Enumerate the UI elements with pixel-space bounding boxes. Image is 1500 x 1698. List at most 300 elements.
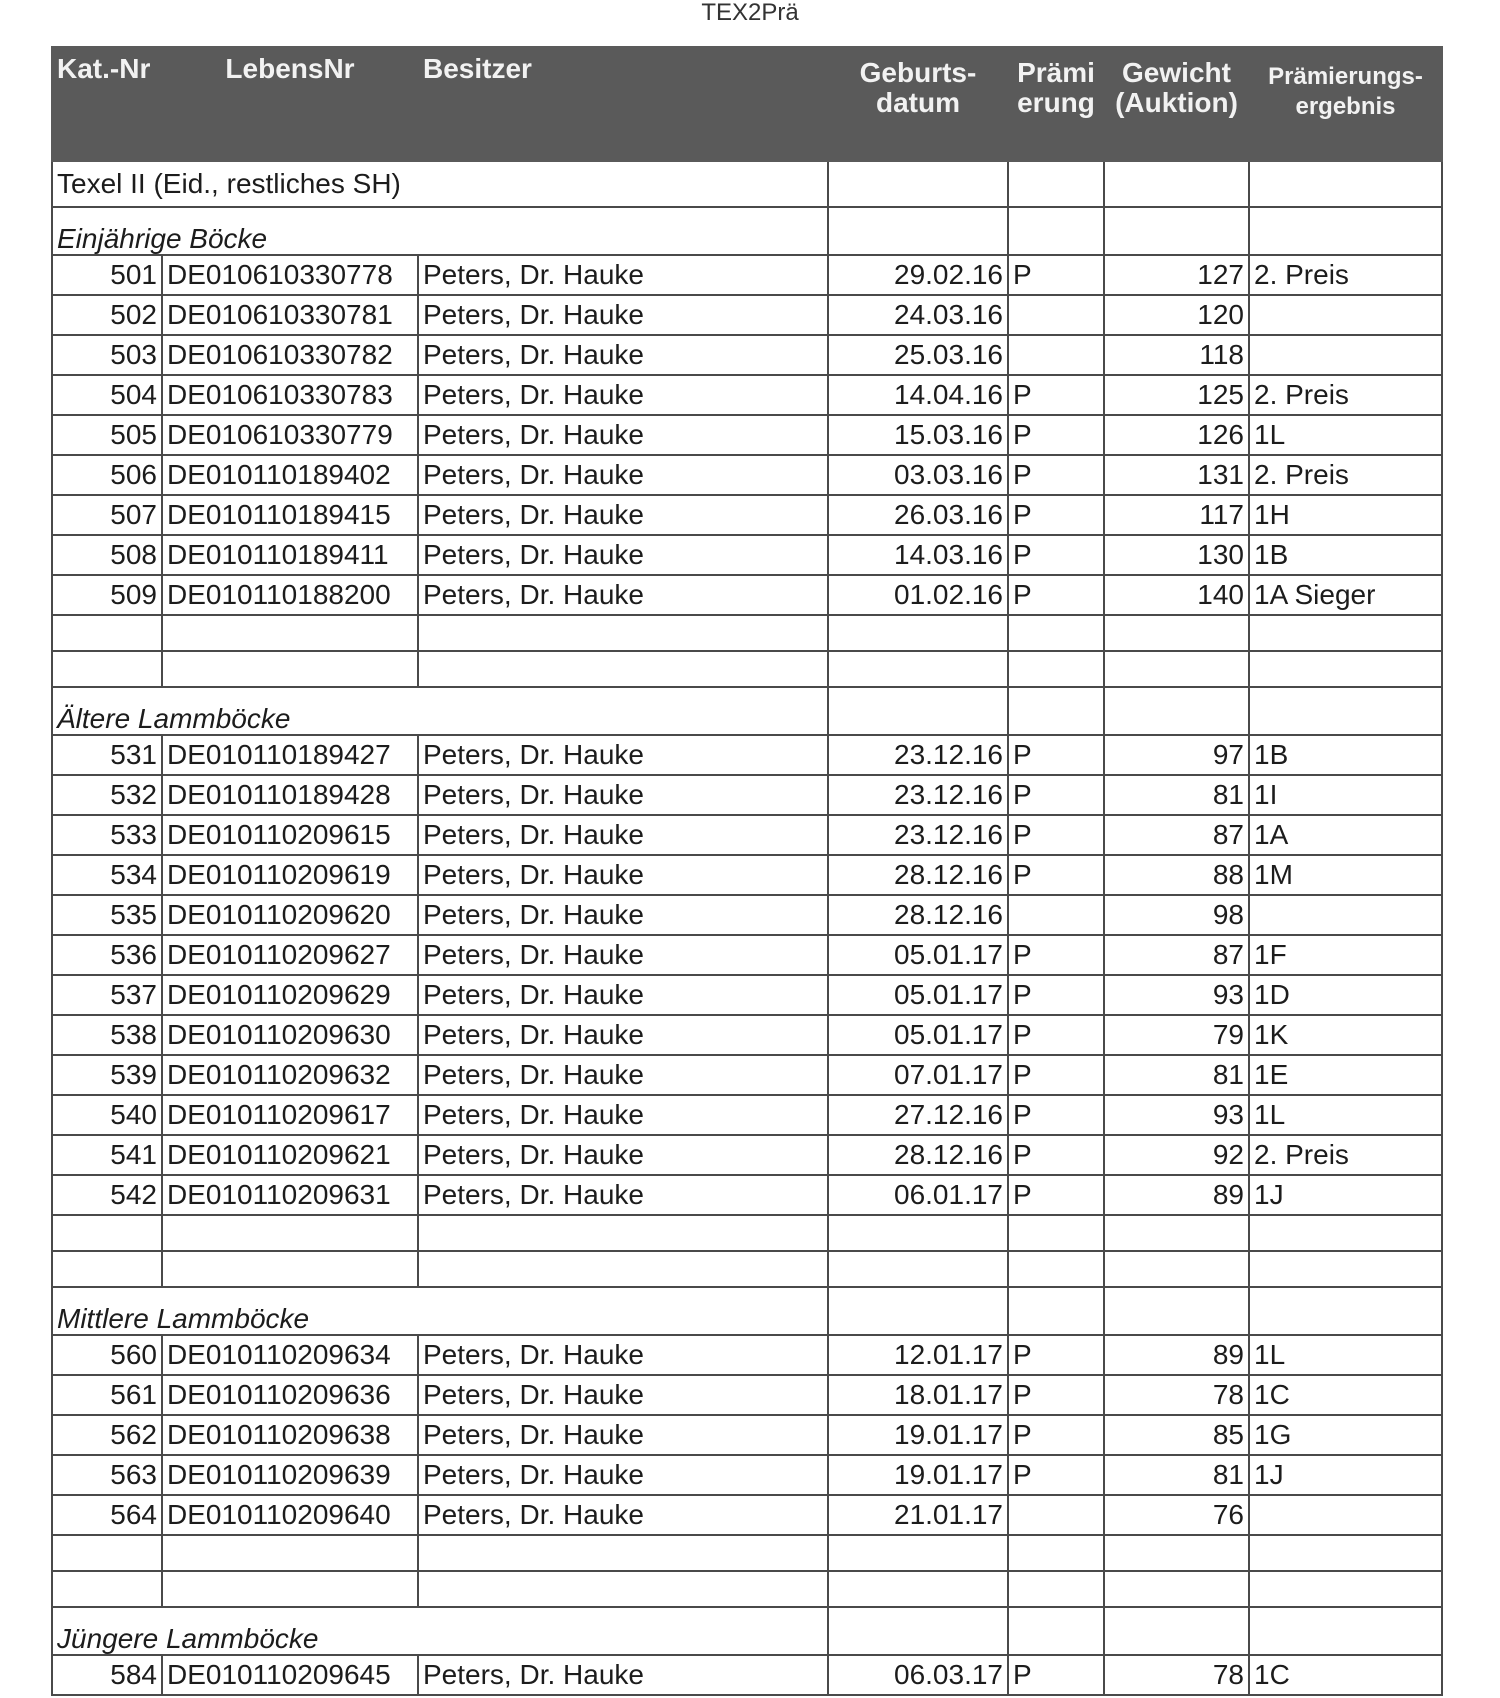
besitzer-cell: Peters, Dr. Hauke xyxy=(418,455,828,495)
besitzer-cell: Peters, Dr. Hauke xyxy=(418,975,828,1015)
praemierung-cell: P xyxy=(1008,1375,1104,1415)
geburtsdatum-cell: 23.12.16 xyxy=(828,775,1008,815)
ergebnis-cell: 1E xyxy=(1249,1055,1442,1095)
kat-nr-cell: 532 xyxy=(52,775,162,815)
empty-cell xyxy=(1104,1215,1249,1251)
kat-nr-cell: 507 xyxy=(52,495,162,535)
geburtsdatum-cell: 28.12.16 xyxy=(828,1135,1008,1175)
geburtsdatum-cell: 01.02.16 xyxy=(828,575,1008,615)
table-header xyxy=(52,47,1442,161)
geburtsdatum-cell: 28.12.16 xyxy=(828,855,1008,895)
table-row xyxy=(52,975,1442,1015)
ergebnis-cell xyxy=(1249,895,1442,935)
blank-row xyxy=(52,1251,1442,1287)
besitzer-cell: Peters, Dr. Hauke xyxy=(418,1175,828,1215)
lebensnr-cell: DE010110209645 xyxy=(162,1655,418,1695)
blank-row xyxy=(52,1215,1442,1251)
empty-cell xyxy=(52,615,162,651)
empty-cell xyxy=(52,1215,162,1251)
ergebnis-cell xyxy=(1249,295,1442,335)
table-row xyxy=(52,815,1442,855)
blank-row xyxy=(52,1535,1442,1571)
gewicht-cell: 89 xyxy=(1104,1335,1249,1375)
geburtsdatum-cell: 05.01.17 xyxy=(828,975,1008,1015)
gewicht-cell: 93 xyxy=(1104,1095,1249,1135)
praemierung-cell xyxy=(1008,895,1104,935)
ergebnis-cell: 1G xyxy=(1249,1415,1442,1455)
ergebnis-cell: 1C xyxy=(1249,1655,1442,1695)
praemierung-cell: P xyxy=(1008,855,1104,895)
empty-cell xyxy=(1249,1287,1442,1335)
besitzer-cell: Peters, Dr. Hauke xyxy=(418,335,828,375)
kat-nr-cell: 504 xyxy=(52,375,162,415)
empty-cell xyxy=(1008,615,1104,651)
gewicht-cell: 127 xyxy=(1104,255,1249,295)
empty-cell xyxy=(1249,1571,1442,1607)
table-row xyxy=(52,575,1442,615)
geburtsdatum-cell: 05.01.17 xyxy=(828,935,1008,975)
empty-cell xyxy=(828,1607,1008,1655)
lebensnr-cell: DE010110209636 xyxy=(162,1375,418,1415)
gewicht-cell: 88 xyxy=(1104,855,1249,895)
empty-cell xyxy=(828,615,1008,651)
geburtsdatum-cell: 14.04.16 xyxy=(828,375,1008,415)
geburtsdatum-cell: 19.01.17 xyxy=(828,1455,1008,1495)
results-table xyxy=(51,46,1443,1696)
ergebnis-cell: 2. Preis xyxy=(1249,1135,1442,1175)
ergebnis-cell: 1A Sieger xyxy=(1249,575,1442,615)
lebensnr-cell: DE010110209630 xyxy=(162,1015,418,1055)
empty-cell xyxy=(1104,651,1249,687)
table-row xyxy=(52,1175,1442,1215)
section-row xyxy=(52,161,1442,207)
table-row xyxy=(52,775,1442,815)
lebensnr-cell: DE010110209619 xyxy=(162,855,418,895)
empty-cell xyxy=(52,651,162,687)
geburtsdatum-cell: 03.03.16 xyxy=(828,455,1008,495)
besitzer-cell: Peters, Dr. Hauke xyxy=(418,535,828,575)
group-header-row xyxy=(52,1287,1442,1335)
praemierung-cell: P xyxy=(1008,1175,1104,1215)
section-title: Texel II (Eid., restliches SH) xyxy=(52,161,828,207)
geburtsdatum-cell: 27.12.16 xyxy=(828,1095,1008,1135)
besitzer-cell: Peters, Dr. Hauke xyxy=(418,1135,828,1175)
empty-cell xyxy=(1008,1571,1104,1607)
besitzer-cell: Peters, Dr. Hauke xyxy=(418,255,828,295)
geburtsdatum-cell: 07.01.17 xyxy=(828,1055,1008,1095)
group-header-row xyxy=(52,1607,1442,1655)
besitzer-cell: Peters, Dr. Hauke xyxy=(418,1055,828,1095)
kat-nr-cell: 503 xyxy=(52,335,162,375)
empty-cell xyxy=(1249,1535,1442,1571)
gewicht-cell: 78 xyxy=(1104,1655,1249,1695)
empty-cell xyxy=(418,615,828,651)
empty-cell xyxy=(418,1215,828,1251)
besitzer-cell: Peters, Dr. Hauke xyxy=(418,375,828,415)
gewicht-cell: 98 xyxy=(1104,895,1249,935)
gewicht-cell: 117 xyxy=(1104,495,1249,535)
table-row xyxy=(52,1095,1442,1135)
gewicht-cell: 89 xyxy=(1104,1175,1249,1215)
ergebnis-cell: 1B xyxy=(1249,735,1442,775)
table-row xyxy=(52,1335,1442,1375)
praemierung-cell: P xyxy=(1008,815,1104,855)
table-row xyxy=(52,495,1442,535)
praemierung-cell: P xyxy=(1008,1015,1104,1055)
lebensnr-cell: DE010110209639 xyxy=(162,1455,418,1495)
ergebnis-cell: 2. Preis xyxy=(1249,255,1442,295)
lebensnr-cell: DE010110189428 xyxy=(162,775,418,815)
lebensnr-cell: DE010110209632 xyxy=(162,1055,418,1095)
lebensnr-cell: DE010610330783 xyxy=(162,375,418,415)
kat-nr-cell: 539 xyxy=(52,1055,162,1095)
ergebnis-cell: 1K xyxy=(1249,1015,1442,1055)
gewicht-cell: 81 xyxy=(1104,775,1249,815)
ergebnis-cell: 1J xyxy=(1249,1175,1442,1215)
empty-cell xyxy=(1249,207,1442,255)
table-row xyxy=(52,895,1442,935)
gewicht-cell: 81 xyxy=(1104,1055,1249,1095)
table-row xyxy=(52,375,1442,415)
lebensnr-cell: DE010110189415 xyxy=(162,495,418,535)
column-header-ergebnis: Prämierungs- ergebnis xyxy=(1249,47,1442,161)
lebensnr-cell: DE010610330779 xyxy=(162,415,418,455)
column-header-kat-nr: Kat.-Nr xyxy=(52,47,162,161)
table-row xyxy=(52,735,1442,775)
ergebnis-cell: 1J xyxy=(1249,1455,1442,1495)
group-header-row xyxy=(52,687,1442,735)
praemierung-cell xyxy=(1008,295,1104,335)
kat-nr-cell: 531 xyxy=(52,735,162,775)
empty-cell xyxy=(162,1535,418,1571)
besitzer-cell: Peters, Dr. Hauke xyxy=(418,855,828,895)
ergebnis-cell: 1A xyxy=(1249,815,1442,855)
kat-nr-cell: 537 xyxy=(52,975,162,1015)
empty-cell xyxy=(1104,687,1249,735)
lebensnr-cell: DE010110209640 xyxy=(162,1495,418,1535)
geburtsdatum-cell: 06.01.17 xyxy=(828,1175,1008,1215)
empty-cell xyxy=(1104,1535,1249,1571)
empty-cell xyxy=(1104,1607,1249,1655)
praemierung-cell: P xyxy=(1008,975,1104,1015)
kat-nr-cell: 562 xyxy=(52,1415,162,1455)
empty-cell xyxy=(52,1251,162,1287)
lebensnr-cell: DE010110209617 xyxy=(162,1095,418,1135)
column-header-lebensnr: LebensNr xyxy=(162,47,418,161)
group-title: Mittlere Lammböcke xyxy=(52,1287,828,1335)
ergebnis-cell xyxy=(1249,335,1442,375)
empty-cell xyxy=(52,1571,162,1607)
ergebnis-cell: 1C xyxy=(1249,1375,1442,1415)
praemierung-cell: P xyxy=(1008,1135,1104,1175)
ergebnis-cell xyxy=(1249,1495,1442,1535)
empty-cell xyxy=(1249,1607,1442,1655)
empty-cell xyxy=(1008,1535,1104,1571)
lebensnr-cell: DE010110209629 xyxy=(162,975,418,1015)
empty-cell xyxy=(418,1571,828,1607)
empty-cell xyxy=(418,651,828,687)
praemierung-cell: P xyxy=(1008,535,1104,575)
ergebnis-cell: 1M xyxy=(1249,855,1442,895)
geburtsdatum-cell: 24.03.16 xyxy=(828,295,1008,335)
table-row xyxy=(52,1455,1442,1495)
gewicht-cell: 85 xyxy=(1104,1415,1249,1455)
kat-nr-cell: 541 xyxy=(52,1135,162,1175)
ergebnis-cell: 1I xyxy=(1249,775,1442,815)
praemierung-cell: P xyxy=(1008,1415,1104,1455)
kat-nr-cell: 561 xyxy=(52,1375,162,1415)
gewicht-cell: 130 xyxy=(1104,535,1249,575)
besitzer-cell: Peters, Dr. Hauke xyxy=(418,1015,828,1055)
ergebnis-cell: 1L xyxy=(1249,1335,1442,1375)
besitzer-cell: Peters, Dr. Hauke xyxy=(418,1655,828,1695)
praemierung-cell: P xyxy=(1008,415,1104,455)
column-header-praemierung: Prämi erung xyxy=(1008,47,1104,161)
blank-row xyxy=(52,651,1442,687)
praemierung-cell: P xyxy=(1008,935,1104,975)
lebensnr-cell: DE010110209631 xyxy=(162,1175,418,1215)
empty-cell xyxy=(1008,687,1104,735)
geburtsdatum-cell: 28.12.16 xyxy=(828,895,1008,935)
gewicht-cell: 97 xyxy=(1104,735,1249,775)
geburtsdatum-cell: 25.03.16 xyxy=(828,335,1008,375)
gewicht-cell: 87 xyxy=(1104,935,1249,975)
praemierung-cell: P xyxy=(1008,495,1104,535)
gewicht-cell: 120 xyxy=(1104,295,1249,335)
group-title: Ältere Lammböcke xyxy=(52,687,828,735)
empty-cell xyxy=(1249,1215,1442,1251)
praemierung-cell: P xyxy=(1008,375,1104,415)
empty-cell xyxy=(162,615,418,651)
geburtsdatum-cell: 23.12.16 xyxy=(828,815,1008,855)
group-title: Einjährige Böcke xyxy=(52,207,828,255)
table-body xyxy=(52,161,1442,1695)
besitzer-cell: Peters, Dr. Hauke xyxy=(418,935,828,975)
geburtsdatum-cell: 06.03.17 xyxy=(828,1655,1008,1695)
group-header-row xyxy=(52,207,1442,255)
ergebnis-cell: 2. Preis xyxy=(1249,375,1442,415)
empty-cell xyxy=(162,651,418,687)
empty-cell xyxy=(1104,1251,1249,1287)
table-row xyxy=(52,1055,1442,1095)
lebensnr-cell: DE010110209620 xyxy=(162,895,418,935)
praemierung-cell: P xyxy=(1008,775,1104,815)
blank-row xyxy=(52,615,1442,651)
table-row xyxy=(52,935,1442,975)
geburtsdatum-cell: 23.12.16 xyxy=(828,735,1008,775)
kat-nr-cell: 542 xyxy=(52,1175,162,1215)
table-row xyxy=(52,335,1442,375)
empty-cell xyxy=(418,1535,828,1571)
empty-cell xyxy=(1008,1251,1104,1287)
ergebnis-cell: 1D xyxy=(1249,975,1442,1015)
lebensnr-cell: DE010110189411 xyxy=(162,535,418,575)
besitzer-cell: Peters, Dr. Hauke xyxy=(418,1095,828,1135)
gewicht-cell: 79 xyxy=(1104,1015,1249,1055)
group-title: Jüngere Lammböcke xyxy=(52,1607,828,1655)
kat-nr-cell: 538 xyxy=(52,1015,162,1055)
table-row xyxy=(52,855,1442,895)
gewicht-cell: 126 xyxy=(1104,415,1249,455)
praemierung-cell xyxy=(1008,1495,1104,1535)
empty-cell xyxy=(418,1251,828,1287)
gewicht-cell: 140 xyxy=(1104,575,1249,615)
empty-cell xyxy=(828,651,1008,687)
blank-row xyxy=(52,1571,1442,1607)
besitzer-cell: Peters, Dr. Hauke xyxy=(418,775,828,815)
table-row xyxy=(52,295,1442,335)
lebensnr-cell: DE010110209627 xyxy=(162,935,418,975)
empty-cell xyxy=(162,1571,418,1607)
gewicht-cell: 118 xyxy=(1104,335,1249,375)
kat-nr-cell: 536 xyxy=(52,935,162,975)
empty-cell xyxy=(1104,1287,1249,1335)
besitzer-cell: Peters, Dr. Hauke xyxy=(418,295,828,335)
empty-cell xyxy=(1249,615,1442,651)
column-header-geburtsdatum: Geburts- datum xyxy=(828,47,1008,161)
empty-cell xyxy=(1008,1287,1104,1335)
empty-cell xyxy=(162,1251,418,1287)
empty-cell xyxy=(828,1571,1008,1607)
kat-nr-cell: 534 xyxy=(52,855,162,895)
besitzer-cell: Peters, Dr. Hauke xyxy=(418,575,828,615)
besitzer-cell: Peters, Dr. Hauke xyxy=(418,495,828,535)
gewicht-cell: 78 xyxy=(1104,1375,1249,1415)
column-header-gewicht: Gewicht (Auktion) xyxy=(1104,47,1249,161)
empty-cell xyxy=(828,207,1008,255)
geburtsdatum-cell: 12.01.17 xyxy=(828,1335,1008,1375)
empty-cell xyxy=(1008,1607,1104,1655)
empty-cell xyxy=(828,1215,1008,1251)
praemierung-cell: P xyxy=(1008,455,1104,495)
geburtsdatum-cell: 21.01.17 xyxy=(828,1495,1008,1535)
ergebnis-cell: 1L xyxy=(1249,1095,1442,1135)
table-row xyxy=(52,1655,1442,1695)
besitzer-cell: Peters, Dr. Hauke xyxy=(418,895,828,935)
table-row xyxy=(52,1135,1442,1175)
empty-cell xyxy=(1249,1251,1442,1287)
praemierung-cell: P xyxy=(1008,1455,1104,1495)
geburtsdatum-cell: 29.02.16 xyxy=(828,255,1008,295)
geburtsdatum-cell: 26.03.16 xyxy=(828,495,1008,535)
lebensnr-cell: DE010110189427 xyxy=(162,735,418,775)
geburtsdatum-cell: 18.01.17 xyxy=(828,1375,1008,1415)
empty-cell xyxy=(1249,651,1442,687)
kat-nr-cell: 584 xyxy=(52,1655,162,1695)
kat-nr-cell: 505 xyxy=(52,415,162,455)
praemierung-cell: P xyxy=(1008,575,1104,615)
geburtsdatum-cell: 19.01.17 xyxy=(828,1415,1008,1455)
table-row xyxy=(52,455,1442,495)
empty-cell xyxy=(828,1535,1008,1571)
besitzer-cell: Peters, Dr. Hauke xyxy=(418,1415,828,1455)
empty-cell xyxy=(1008,1215,1104,1251)
table-row xyxy=(52,1495,1442,1535)
empty-cell xyxy=(1008,207,1104,255)
table-row xyxy=(52,1375,1442,1415)
geburtsdatum-cell: 14.03.16 xyxy=(828,535,1008,575)
empty-cell xyxy=(1104,207,1249,255)
kat-nr-cell: 563 xyxy=(52,1455,162,1495)
besitzer-cell: Peters, Dr. Hauke xyxy=(418,1495,828,1535)
ergebnis-cell: 1B xyxy=(1249,535,1442,575)
besitzer-cell: Peters, Dr. Hauke xyxy=(418,735,828,775)
table-row xyxy=(52,1015,1442,1055)
kat-nr-cell: 560 xyxy=(52,1335,162,1375)
gewicht-cell: 87 xyxy=(1104,815,1249,855)
kat-nr-cell: 533 xyxy=(52,815,162,855)
kat-nr-cell: 501 xyxy=(52,255,162,295)
kat-nr-cell: 502 xyxy=(52,295,162,335)
empty-cell xyxy=(52,1535,162,1571)
kat-nr-cell: 509 xyxy=(52,575,162,615)
praemierung-cell: P xyxy=(1008,735,1104,775)
lebensnr-cell: DE010610330778 xyxy=(162,255,418,295)
gewicht-cell: 125 xyxy=(1104,375,1249,415)
geburtsdatum-cell: 05.01.17 xyxy=(828,1015,1008,1055)
empty-cell xyxy=(1249,687,1442,735)
lebensnr-cell: DE010110209621 xyxy=(162,1135,418,1175)
besitzer-cell: Peters, Dr. Hauke xyxy=(418,1455,828,1495)
empty-cell xyxy=(162,1215,418,1251)
empty-cell xyxy=(1008,651,1104,687)
lebensnr-cell: DE010110188200 xyxy=(162,575,418,615)
page-title: TEX2Prä xyxy=(701,0,799,26)
besitzer-cell: Peters, Dr. Hauke xyxy=(418,415,828,455)
praemierung-cell: P xyxy=(1008,1095,1104,1135)
ergebnis-cell: 1L xyxy=(1249,415,1442,455)
praemierung-cell xyxy=(1008,335,1104,375)
ergebnis-cell: 1F xyxy=(1249,935,1442,975)
gewicht-cell: 76 xyxy=(1104,1495,1249,1535)
empty-cell xyxy=(828,1287,1008,1335)
lebensnr-cell: DE010110209634 xyxy=(162,1335,418,1375)
besitzer-cell: Peters, Dr. Hauke xyxy=(418,1335,828,1375)
praemierung-cell: P xyxy=(1008,1335,1104,1375)
table-row xyxy=(52,415,1442,455)
empty-cell xyxy=(1104,1571,1249,1607)
kat-nr-cell: 508 xyxy=(52,535,162,575)
kat-nr-cell: 535 xyxy=(52,895,162,935)
kat-nr-cell: 506 xyxy=(52,455,162,495)
praemierung-cell: P xyxy=(1008,1055,1104,1095)
gewicht-cell: 92 xyxy=(1104,1135,1249,1175)
lebensnr-cell: DE010610330781 xyxy=(162,295,418,335)
kat-nr-cell: 564 xyxy=(52,1495,162,1535)
gewicht-cell: 93 xyxy=(1104,975,1249,1015)
praemierung-cell: P xyxy=(1008,1655,1104,1695)
column-header-besitzer: Besitzer xyxy=(418,47,828,161)
lebensnr-cell: DE010610330782 xyxy=(162,335,418,375)
ergebnis-cell: 2. Preis xyxy=(1249,455,1442,495)
praemierung-cell: P xyxy=(1008,255,1104,295)
lebensnr-cell: DE010110209615 xyxy=(162,815,418,855)
table-row xyxy=(52,1415,1442,1455)
lebensnr-cell: DE010110189402 xyxy=(162,455,418,495)
geburtsdatum-cell: 15.03.16 xyxy=(828,415,1008,455)
ergebnis-cell: 1H xyxy=(1249,495,1442,535)
gewicht-cell: 81 xyxy=(1104,1455,1249,1495)
table-row xyxy=(52,255,1442,295)
kat-nr-cell: 540 xyxy=(52,1095,162,1135)
empty-cell xyxy=(828,1251,1008,1287)
besitzer-cell: Peters, Dr. Hauke xyxy=(418,1375,828,1415)
lebensnr-cell: DE010110209638 xyxy=(162,1415,418,1455)
table-row xyxy=(52,535,1442,575)
gewicht-cell: 131 xyxy=(1104,455,1249,495)
empty-cell xyxy=(1104,615,1249,651)
empty-cell xyxy=(828,687,1008,735)
